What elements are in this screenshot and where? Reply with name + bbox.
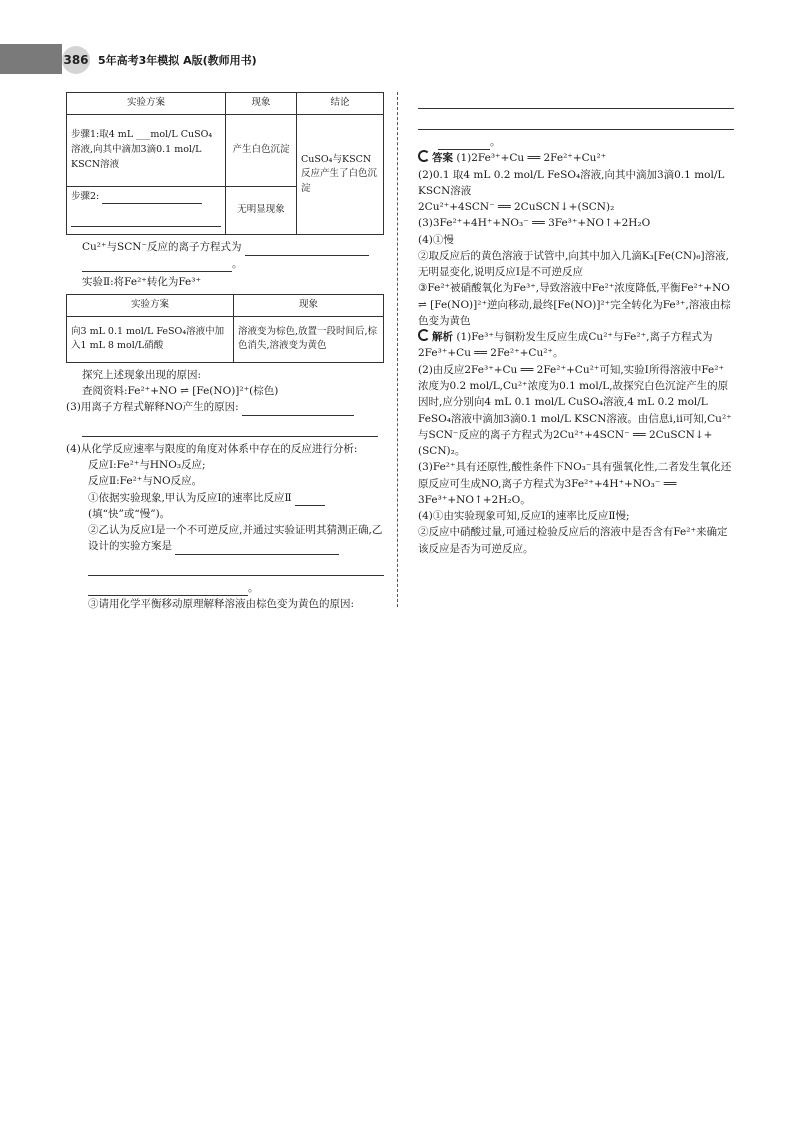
table1-header-conclusion: 结论 — [297, 93, 384, 115]
q4-2-line-2: 。 — [66, 580, 384, 596]
header-bar — [0, 44, 62, 74]
experiment-table-2 — [66, 294, 384, 363]
experiment-2-title: 实验Ⅱ:将Fe²⁺转化为Fe³⁺ — [82, 275, 202, 288]
table1-header-plan: 实验方案 — [67, 93, 226, 115]
table2-phenomenon: 溶液变为棕色,放置一段时间后,棕色消失,溶液变为黄色 — [234, 316, 384, 362]
continuation-blank-3[interactable] — [438, 137, 490, 150]
answer-4-1: (4)①慢 — [418, 233, 454, 246]
q4-2-blank[interactable] — [175, 542, 339, 555]
table2-plan: 向3 mL 0.1 mol/L FeSO₄溶液中加入1 mL 8 mol/L硝酸 — [67, 316, 234, 362]
page-number: 386 — [62, 46, 90, 74]
experiment-table-1 — [66, 92, 384, 235]
table2-header-phenomenon: 现象 — [234, 295, 384, 317]
q3-blank[interactable] — [242, 403, 354, 416]
answer-2: (2)0.1 取4 mL 0.2 mol/L FeSO₄溶液,向其中滴加3滴0.1 mol/L KSCN溶液 — [418, 168, 725, 197]
column-divider — [397, 92, 398, 607]
step2-blank[interactable] — [102, 191, 202, 204]
continuation-blank-line-1[interactable] — [418, 92, 734, 109]
ion-equation-blank[interactable] — [245, 243, 369, 256]
table2-header-plan: 实验方案 — [67, 295, 234, 317]
explore-reason: 探究上述现象出现的原因: — [82, 368, 202, 381]
question-4-2: ②乙认为反应Ⅰ是一个不可逆反应,并通过实验证明其猜测正确,乙设计的实验方案是 — [66, 522, 384, 555]
question-4: (4)从化学反应速率与限度的角度对体系中存在的反应进行分析: — [66, 442, 358, 455]
step2-label: 步骤2: — [71, 190, 100, 202]
answer-1: (1)2Fe³⁺+Cu ══ 2Fe²⁺+Cu²⁺ — [456, 152, 607, 165]
analysis-3: (3)Fe²⁺具有还原性,酸性条件下NO₃⁻具有强氧化性,二者发生氧化还原反应可生成NO,离子方程式为3Fe²⁺+4H⁺+NO₃⁻ ══ 3Fe³⁺+NO↑+2H₂O。 — [418, 461, 732, 506]
left-column — [66, 92, 384, 612]
continuation-line-3: 。 — [418, 134, 734, 150]
table1-step1-plan: 步骤1:取4 mL ___mol/L CuSO₄溶液,向其中滴加3滴0.1 mol/L KSCN溶液 — [67, 114, 226, 186]
answer-icon — [418, 150, 430, 162]
answer-label: 答案 — [432, 152, 453, 165]
reference-info: 查阅资料:Fe²⁺+NO ⇌ [Fe(NO)]²⁺(棕色) — [82, 385, 279, 398]
right-column — [418, 92, 734, 557]
analysis-1: (1)Fe³⁺与铜粉发生反应生成Cu²⁺与Fe²⁺,离子方程式为2Fe³⁺+Cu ══ 2Fe²⁺+Cu²⁺。 — [418, 331, 713, 360]
ion-equation-blank-2[interactable] — [82, 259, 232, 272]
answer-2-equation: 2Cu²⁺+4SCN⁻ ══ 2CuSCN↓+(SCN)₂ — [418, 201, 615, 214]
question-ion-equation: Cu²⁺与SCN⁻反应的离子方程式为 — [66, 239, 384, 255]
answer-3: (3)3Fe²⁺+4H⁺+NO₃⁻ ══ 3Fe³⁺+NO↑+2H₂O — [418, 217, 651, 230]
table1-step1-phenomenon: 产生白色沉淀 — [226, 114, 297, 186]
answer-4-3: ③Fe²⁺被硝酸氧化为Fe³⁺,导致溶液中Fe²⁺浓度降低,平衡Fe²⁺+NO ⇌ [Fe(NO)]²⁺逆向移动,最终[Fe(NO)]²⁺完全转化为Fe³⁺,溶液由棕色变为黄色 — [418, 282, 731, 327]
q4-2-blank-line-2[interactable] — [88, 583, 248, 596]
analysis-4-1: (4)①由实验现象可知,反应Ⅰ的速率比反应Ⅱ慢; — [418, 510, 630, 523]
answer-section — [418, 150, 734, 166]
step2-blank-line[interactable] — [71, 210, 221, 227]
table1-conclusion: CuSO₄与KSCN反应产生了白色沉淀 — [297, 114, 384, 235]
analysis-icon — [418, 329, 430, 341]
analysis-2: (2)由反应2Fe³⁺+Cu ══ 2Fe²⁺+Cu²⁺可知,实验Ⅰ所得溶液中Fe²⁺浓度为0.2 mol/L,Cu²⁺浓度为0.1 mol/L,故探究白色沉淀产生的原因时,应分别向4 mL 0.1 mol/L CuSO₄溶液,4 mL 0.2 mol/L FeSO₄溶液中滴加3滴0.1 mol/L KSCN溶液。由信息ⅰ,ⅱ可知,Cu²⁺与SCN⁻反应的离子方程式为2Cu²⁺+4SCN⁻ ══ 2CuSCN↓+(SCN)₂。 — [418, 363, 732, 458]
q4-1-blank[interactable] — [295, 493, 325, 506]
reaction-1: 反应Ⅰ:Fe²⁺与HNO₃反应; — [88, 459, 206, 472]
q4-2-blank-line-1[interactable] — [88, 559, 384, 576]
reaction-2: 反应Ⅱ:Fe²⁺与NO反应。 — [88, 475, 203, 488]
ion-equation-line2: 。 — [66, 256, 384, 272]
question-4-3: ③请用化学平衡移动原理解释溶液由棕色变为黄色的原因: — [88, 597, 355, 610]
question-3: (3)用离子方程式解释NO产生的原因: — [66, 399, 384, 415]
question-4-1: ①依据实验现象,甲认为反应Ⅰ的速率比反应Ⅱ (填“快”或“慢”)。 — [66, 490, 384, 523]
table1-header-phenomenon: 现象 — [226, 93, 297, 115]
table1-step2-plan — [67, 186, 226, 235]
q3-blank-line[interactable] — [82, 420, 378, 437]
table1-step2-phenomenon: 无明显现象 — [226, 186, 297, 235]
analysis-section — [418, 329, 734, 362]
analysis-4-2: ②反应中硝酸过量,可通过检验反应后的溶液中是否含有Fe²⁺来确定该反应是否为可逆反应。 — [418, 526, 728, 555]
continuation-blank-line-2[interactable] — [418, 113, 734, 130]
analysis-label: 解析 — [432, 331, 453, 344]
answer-4-2: ②取反应后的黄色溶液于试管中,向其中加入几滴K₃[Fe(CN)₆]溶液,无明显变化,说明反应Ⅰ是不可逆反应 — [418, 249, 729, 279]
book-title: 5年高考3年模拟 A版(教师用书) — [98, 54, 257, 67]
